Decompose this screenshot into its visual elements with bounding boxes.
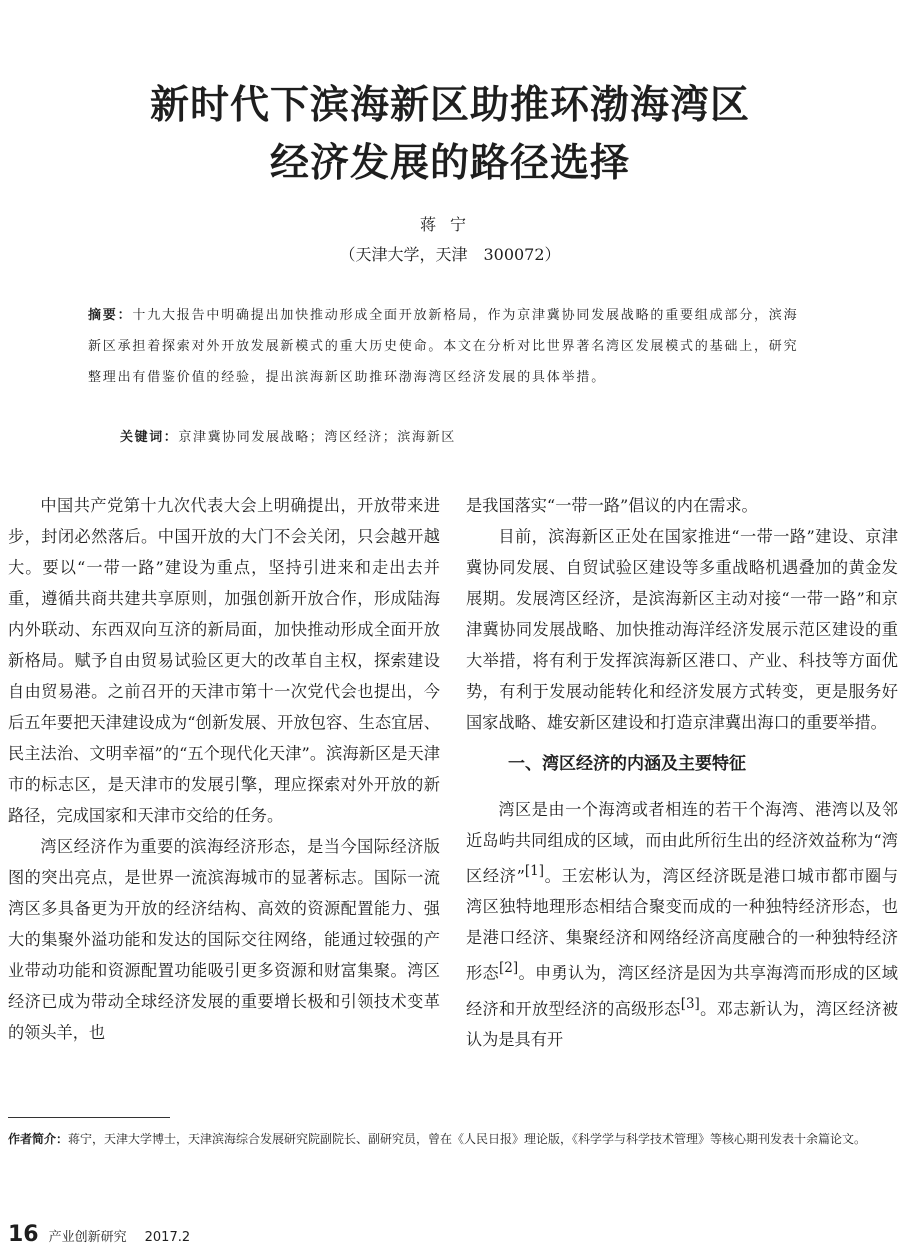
journal-issue: 2017.2 — [144, 1230, 191, 1245]
page-number: 16 — [8, 1222, 39, 1247]
body-paragraph — [466, 794, 898, 1055]
body-text: 。邓志新认为，湾区经济被认为是具有开 — [466, 999, 899, 1050]
body-column-right — [466, 490, 898, 1055]
citation-ref: [2] — [499, 960, 519, 977]
abstract — [88, 300, 813, 393]
author-bio-text: 蒋宁，天津大学博士，天津滨海综合发展研究院副院长、副研究员，曾在《人民日报》理论版，《科学学与科学技术管理》等核心期刊发表十余篇论文。 — [68, 1132, 867, 1146]
citation-ref: [1] — [524, 863, 544, 879]
journal-name: 产业创新研究 — [48, 1230, 127, 1245]
keywords-label: 关键词： — [120, 430, 179, 445]
abstract-text: 十九大报告中明确提出加快推动形成全面开放新格局，作为京津冀协同发展战略的重要组成部分，滨海新区承担着探索对外开放发展新模式的重大历史使命。本文在分析对比世界著名湾区发展模式的基础上，研究整理出有借鉴价值的经验，提出滨海新区助推环渤海湾区经济发展的具体举措。 — [88, 308, 799, 385]
body-paragraph: 是我国落实“一带一路”倡议的内在需求。 — [466, 496, 758, 515]
body-paragraph: 中国共产党第十九次代表大会上明确提出，开放带来进步，封闭必然落后。中国开放的大门不会关闭，只会越开越大。要以“一带一路”建设为重点，坚持引进来和走出去并重，遵循共商共建共享原则，加强创新开放合作，形成陆海内外联动、东西双向互济的新局面，加快推动形成全面开放新格局。赋予自由贸易试验区更大的改革自主权，探索建设自由贸易港。之前召开的天津市第十一次党代会也提出，今后五年要把天津建设成为“创新发展、开放包容、生态宜居、民主法治、文明幸福”的“五个现代化天津”。滨海新区是天津市的标志区，是天津市的发展引擎，理应探索对外开放的新路径，完成国家和天津市交给的任务。 — [8, 496, 440, 825]
title-line-1: 新时代下滨海新区助推环渤海湾区 — [149, 83, 750, 128]
body-text: 湾区是由一个海湾或者相连的若干个海湾、港湾以及邻近岛屿共同组成的区域，而由此所衍生出的经济效益称为“湾区经济” — [466, 800, 898, 886]
footnote-divider — [8, 1117, 170, 1118]
body-paragraph: 目前，滨海新区正处在国家推进“一带一路”建设、京津冀协同发展、自贸试验区建设等多重战略机遇叠加的黄金发展期。发展湾区经济，是滨海新区主动对接“一带一路”和京津冀协同发展战略、加快推动海洋经济发展示范区建设的重大举措，将有利于发挥滨海新区港口、产业、科技等方面优势，有利于发展动能转化和经济发展方式转变，更是服务好国家战略、雄安新区建设和打造京津冀出海口的重要举措。 — [466, 527, 898, 732]
abstract-label: 摘要： — [88, 308, 133, 323]
body-paragraph: 湾区经济作为重要的滨海经济形态，是当今国际经济版图的突出亮点，是世界一流滨海城市的显著标志。国际一流湾区多具备更为开放的经济结构、高效的资源配置能力、强大的集聚外溢功能和发达的国际交往网络，能通过较强的产业带动功能和资源配置功能吸引更多资源和财富集聚。湾区经济已成为带动全球经济发展的重要增长极和引领技术变革的领头羊，也 — [8, 837, 440, 1042]
citation-ref: [3] — [680, 995, 700, 1012]
title-line-2: 经济发展的路径选择 — [269, 141, 630, 186]
body-column-left — [8, 490, 440, 1048]
body-text: 。王宏彬认为，湾区经济既是港口城市都市圈与湾区独特地理形态相结合聚变而成的一种独特经济形态，也是港口经济、集聚经济和网络经济高度融合的一种独特经济形态 — [466, 866, 899, 983]
author-affiliation: （天津大学，天津 300072） — [339, 245, 561, 264]
page-footer — [8, 1222, 190, 1247]
keywords — [120, 426, 813, 450]
section-heading: 一、湾区经济的内涵及主要特征 — [508, 754, 746, 774]
author-name: 蒋宁 — [419, 215, 480, 234]
keywords-text: 京津冀协同发展战略；湾区经济；滨海新区 — [178, 430, 456, 445]
author-bio-label: 作者简介： — [8, 1132, 69, 1146]
author-bio-note — [8, 1128, 896, 1150]
body-text: 。申勇认为，湾区经济是因为共享海湾而形成的区域经济和开放型经济的高级形态 — [466, 963, 898, 1019]
